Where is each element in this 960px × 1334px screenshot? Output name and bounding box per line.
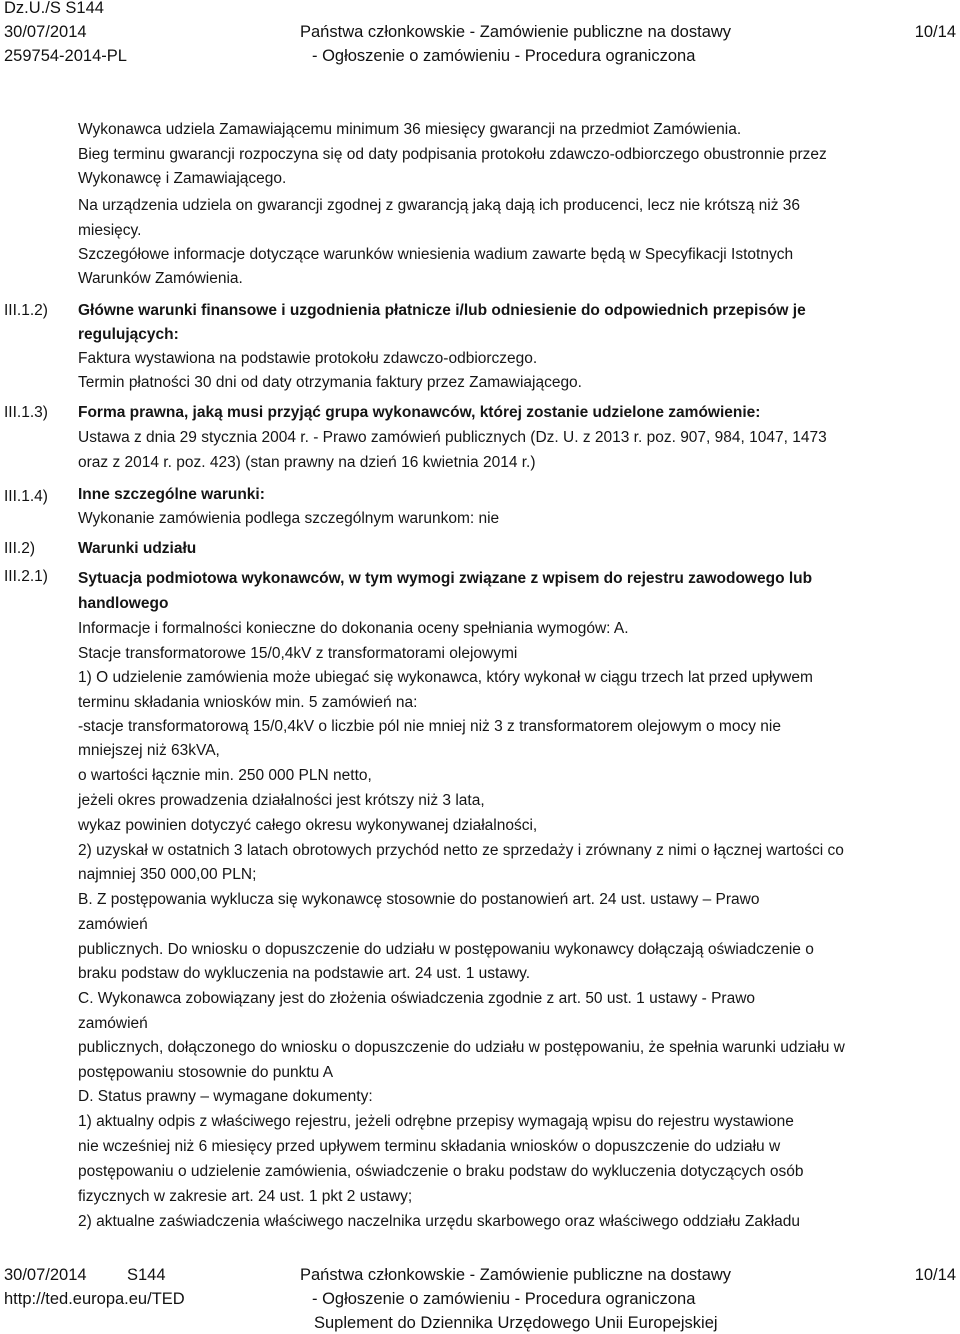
- body-line: postępowaniu o udzielenie zamówienia, oświadczenie o braku podstaw do wykluczenia dotyczących osób: [78, 1163, 804, 1180]
- footer-supplement: Suplement do Dziennika Urzędowego Unii Europejskiej: [314, 1314, 718, 1332]
- body-line: fizycznych w zakresie art. 24 ust. 1 pkt 2 ustawy;: [78, 1188, 413, 1205]
- section-number: III.1.2): [4, 302, 48, 319]
- body-line: Wykonanie zamówienia podlega szczególnym warunkom: nie: [78, 510, 500, 527]
- body-line: miesięcy.: [78, 222, 142, 239]
- body-line: publicznych. Do wniosku o dopuszczenie do udziału w postępowaniu wykonawcy dołączają oświadczenie o: [78, 941, 814, 958]
- section-heading: handlowego: [78, 595, 169, 612]
- body-line: Termin płatności 30 dni od daty otrzymania faktury przez Zamawiającego.: [78, 374, 582, 391]
- body-line: najmniej 350 000,00 PLN;: [78, 866, 257, 883]
- section-number: III.1.3): [4, 404, 48, 421]
- section-heading: regulujących:: [78, 326, 179, 343]
- body-line: o wartości łącznie min. 250 000 PLN netto,: [78, 767, 372, 784]
- body-line: 2) uzyskał w ostatnich 3 latach obrotowych przychód netto ze sprzedaży i zrównany z nimi o łącznej wartości co: [78, 842, 844, 859]
- body-line: Warunków Zamówienia.: [78, 270, 243, 287]
- body-line: C. Wykonawca zobowiązany jest do złożenia oświadczenia zgodnie z art. 50 ust. 1 ustawy - Prawo: [78, 990, 756, 1007]
- body-line: 1) aktualny odpis z właściwego rejestru, jeżeli odrębne przepisy wymagają wpisu do rejestru wystawione: [78, 1113, 794, 1130]
- footer-url: http://ted.europa.eu/TED: [4, 1290, 185, 1308]
- section-heading: Sytuacja podmiotowa wykonawców, w tym wymogi związane z wpisem do rejestru zawodowego lub: [78, 570, 813, 587]
- body-line: terminu składania wniosków min. 5 zamówień na:: [78, 694, 418, 711]
- section-heading: Forma prawna, jaką musi przyjąć grupa wykonawców, której zostanie udzielone zamówienie:: [78, 404, 761, 421]
- header-title: Państwa członkowskie - Zamówienie publiczne na dostawy: [300, 23, 732, 41]
- body-line: 2) aktualne zaświadczenia właściwego naczelnika urzędu skarbowego oraz właściwego oddziału Zakładu: [78, 1213, 801, 1230]
- body-line: Na urządzenia udziela on gwarancji zgodnej z gwarancją jaką dają ich producenci, lecz nie krótszą niż 36: [78, 197, 801, 214]
- body-line: Informacje i formalności konieczne do dokonania oceny spełniania wymogów: A.: [78, 620, 629, 637]
- section-heading: Główne warunki finansowe i uzgodnienia płatnicze i/lub odniesienie do odpowiednich przepisów je: [78, 302, 806, 319]
- body-line: Wykonawca udziela Zamawiającemu minimum 36 miesięcy gwarancji na przedmiot Zamówienia.: [78, 121, 742, 138]
- body-line: Wykonawcę i Zamawiającego.: [78, 170, 287, 187]
- body-line: Bieg terminu gwarancji rozpoczyna się od daty podpisania protokołu zdawczo-odbiorczego obustronnie przez: [78, 146, 827, 163]
- body-line: oraz z 2014 r. poz. 423) (stan prawny na dzień 16 kwietnia 2014 r.): [78, 454, 536, 471]
- body-line: Stacje transformatorowe 15/0,4kV z transformatorami olejowymi: [78, 645, 518, 662]
- section-number: III.2.1): [4, 568, 48, 585]
- footer-title: Państwa członkowskie - Zamówienie publiczne na dostawy: [300, 1266, 732, 1284]
- body-line: -stacje transformatorową 15/0,4kV o liczbie pól nie mniej niż 3 z transformatorem olejowym o mocy nie: [78, 718, 781, 735]
- body-line: Faktura wystawiona na podstawie protokołu zdawczo-odbiorczego.: [78, 350, 538, 367]
- footer-series: S144: [127, 1266, 166, 1284]
- footer-date: 30/07/2014: [4, 1266, 87, 1284]
- body-line: publicznych, dołączonego do wniosku o dopuszczenie do udziału w postępowaniu, że spełnia warunki udziału w: [78, 1039, 845, 1056]
- header-subtitle: - Ogłoszenie o zamówieniu - Procedura ograniczona: [312, 47, 696, 65]
- body-line: mniejszej niż 63kVA,: [78, 742, 220, 759]
- body-line: zamówień: [78, 916, 148, 933]
- footer-page-number: 10/14: [914, 1266, 956, 1284]
- body-line: 1) O udzielenie zamówienia może ubiegać się wykonawca, który wykonał w ciągu trzech lat przed upływem: [78, 669, 813, 686]
- body-line: B. Z postępowania wyklucza się wykonawcę stosownie do postanowień art. 24 ust. ustawy – Prawo: [78, 891, 760, 908]
- notice-number: 259754-2014-PL: [4, 47, 127, 65]
- section-number: III.1.4): [4, 488, 48, 505]
- body-line: postępowaniu stosownie do punktu A: [78, 1064, 334, 1081]
- journal-reference: Dz.U./S S144: [4, 0, 104, 17]
- section-heading: Inne szczególne warunki:: [78, 486, 265, 503]
- header-page-number: 10/14: [914, 23, 956, 41]
- section-heading: Warunki udziału: [78, 540, 197, 557]
- body-line: braku podstaw do wykluczenia na podstawie art. 24 ust. 1 ustawy.: [78, 965, 531, 982]
- body-line: Szczegółowe informacje dotyczące warunków wniesienia wadium zawarte będą w Specyfikacji Istotnych: [78, 246, 794, 263]
- footer-subtitle: - Ogłoszenie o zamówieniu - Procedura ograniczona: [312, 1290, 696, 1308]
- body-line: wykaz powinien dotyczyć całego okresu wykonywanej działalności,: [78, 817, 538, 834]
- publication-date: 30/07/2014: [4, 23, 87, 41]
- body-line: jeżeli okres prowadzenia działalności jest krótszy niż 3 lata,: [78, 792, 485, 809]
- body-line: D. Status prawny – wymagane dokumenty:: [78, 1088, 373, 1105]
- body-line: zamówień: [78, 1015, 148, 1032]
- body-line: Ustawa z dnia 29 stycznia 2004 r. - Prawo zamówień publicznych (Dz. U. z 2013 r. poz. 907, 984, 1047, 1473: [78, 429, 827, 446]
- section-number: III.2): [4, 540, 36, 557]
- body-line: nie wcześniej niż 6 miesięcy przed upływem terminu składania wniosków o dopuszczenie do udziału w: [78, 1138, 781, 1155]
